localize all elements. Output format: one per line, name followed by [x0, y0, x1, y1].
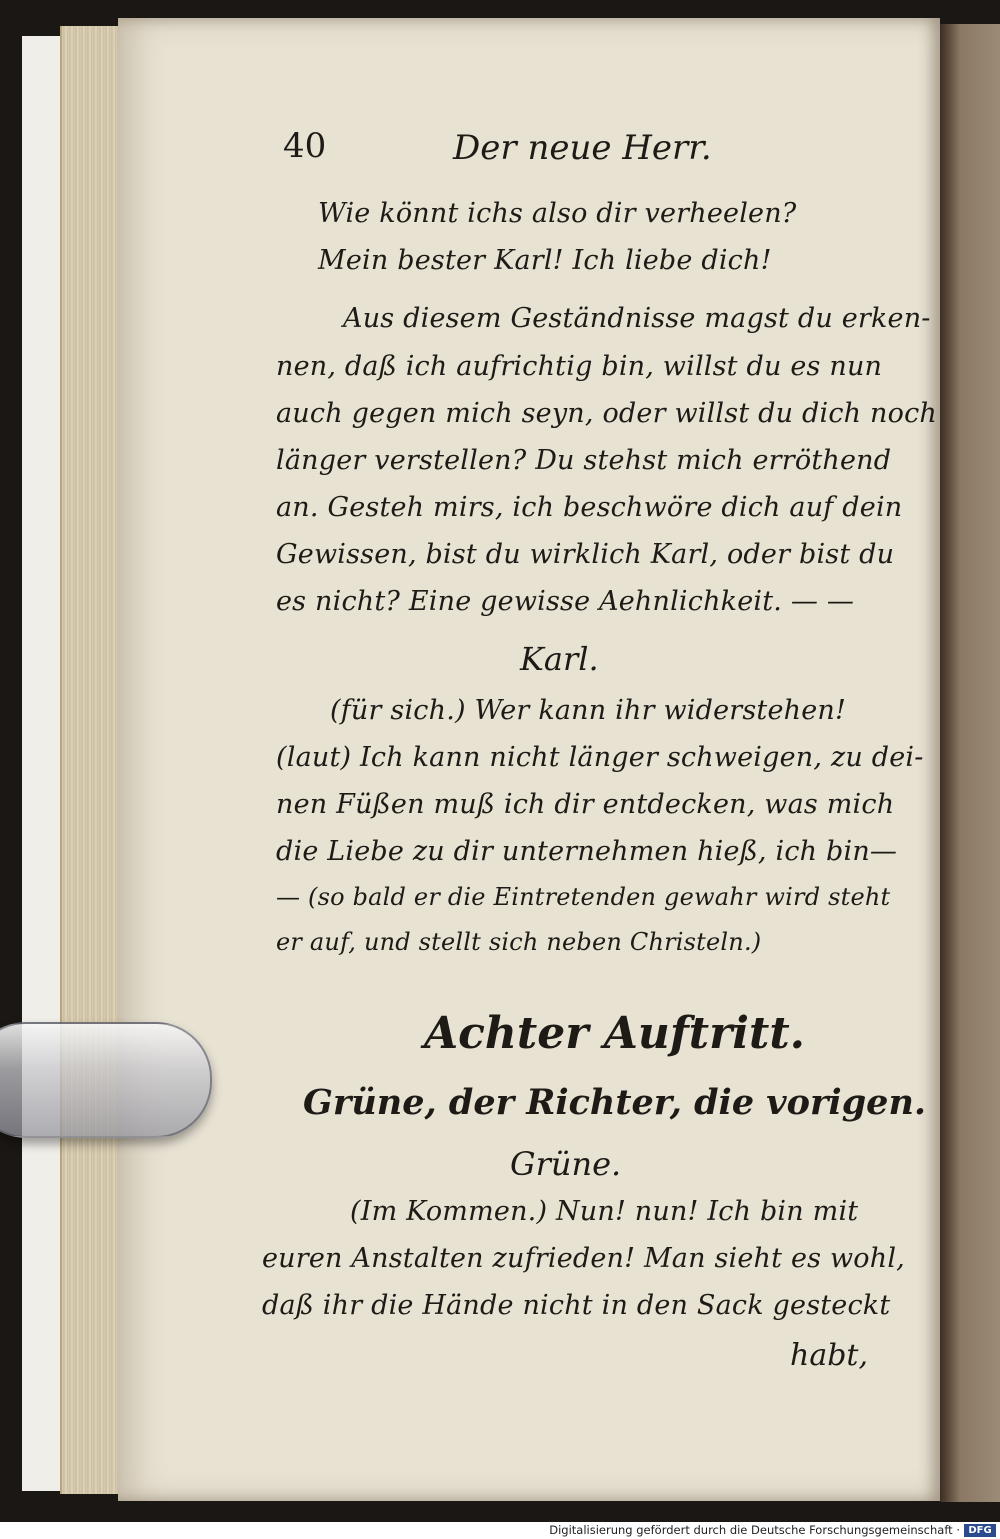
text-line: an. Gesteh mirs, ich beschwöre dich auf dein: [276, 492, 903, 523]
text-line: Aus diesem Geständnisse magst du erken-: [343, 303, 931, 334]
scene-title: Achter Auftritt.: [424, 1008, 805, 1059]
speaker-name: Grüne.: [510, 1145, 622, 1183]
facing-page-edge: [22, 36, 65, 1491]
page-number: 40: [283, 126, 327, 166]
text-line: daß ihr die Hände nicht in den Sack gesteckt: [262, 1290, 891, 1321]
text-line: (laut) Ich kann nicht länger schweigen, zu dei-: [276, 742, 924, 773]
page-edge-stack: [60, 26, 124, 1494]
running-head: Der neue Herr.: [453, 128, 712, 168]
text-line: auch gegen mich seyn, oder willst du dich noch: [276, 398, 937, 429]
text-line: (Im Kommen.) Nun! nun! Ich bin mit: [350, 1196, 859, 1227]
stage-direction: — (so bald er die Eintretenden gewahr wird steht: [276, 883, 891, 911]
text-line: (für sich.) Wer kann ihr widerstehen!: [330, 695, 847, 726]
text-line: nen, daß ich aufrichtig bin, willst du es nun: [276, 351, 883, 382]
verse-line: Mein bester Karl! Ich liebe dich!: [318, 245, 772, 276]
speaker-name: Karl.: [520, 640, 599, 678]
text-line: es nicht? Eine gewisse Aehnlichkeit. — —: [276, 586, 855, 617]
page-clip: [0, 1022, 212, 1138]
text-line: nen Füßen muß ich dir entdecken, was mich: [276, 789, 895, 820]
catchword: habt,: [790, 1338, 869, 1373]
text-line: die Liebe zu dir unternehmen hieß, ich bin—: [276, 836, 898, 867]
stage-direction: er auf, und stellt sich neben Christeln.): [276, 928, 762, 956]
verse-line: Wie könnt ichs also dir verheelen?: [318, 198, 797, 229]
right-book-edge: [940, 24, 1000, 1502]
text-line: länger verstellen? Du stehst mich erröthend: [276, 445, 892, 476]
dfg-logo: DFG: [964, 1524, 996, 1537]
cast-list: Grüne, der Richter, die vorigen.: [303, 1082, 927, 1123]
text-line: euren Anstalten zufrieden! Man sieht es wohl,: [262, 1243, 905, 1274]
text-line: Gewissen, bist du wirklich Karl, oder bist du: [276, 539, 895, 570]
footer-credit: Digitalisierung gefördert durch die Deutsche Forschungsgemeinschaft ·: [549, 1523, 960, 1537]
